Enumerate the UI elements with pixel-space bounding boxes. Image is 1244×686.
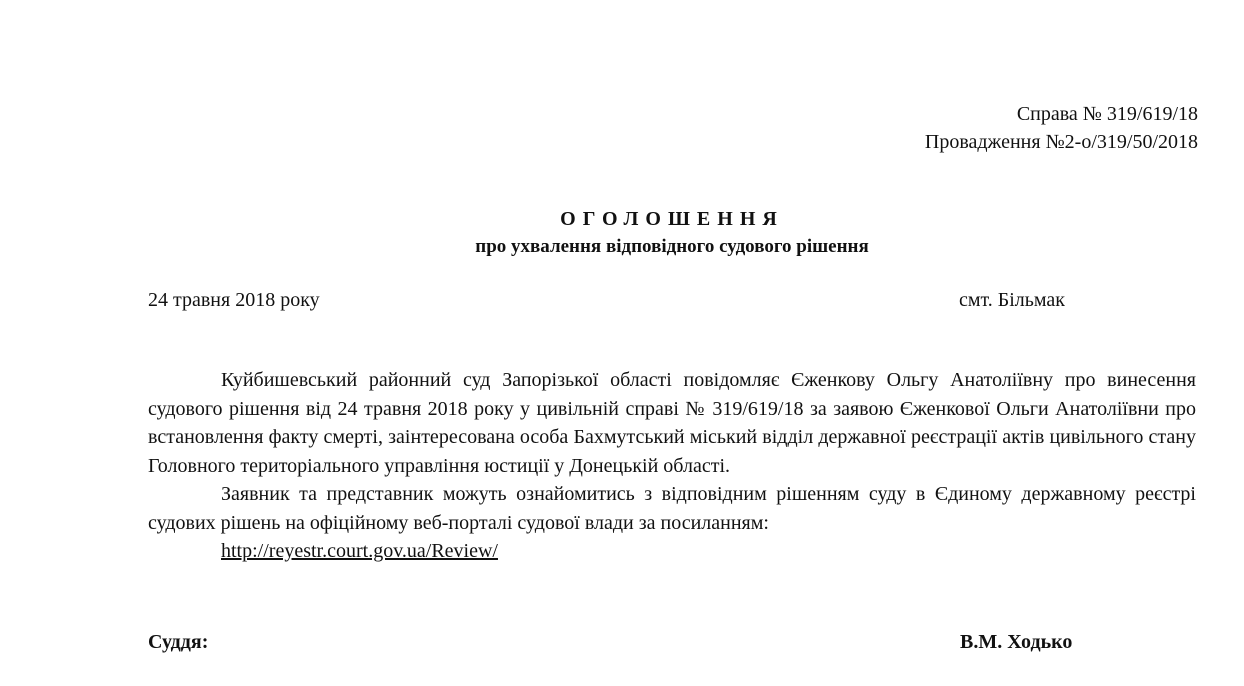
document-date: 24 травня 2018 року	[148, 289, 320, 311]
proceeding-number: Провадження №2-о/319/50/2018	[924, 131, 1198, 153]
document-place: смт. Більмак	[959, 289, 1066, 311]
body-paragraph-1: Куйбишевський районний суд Запорізької області повідомляє Єженкову Ольгу Анатоліївну про винесення судового рішення від 24 травня 2018 року у цивільній справі № 319/619/18 за заявою Єженкової Ольги Анатоліївни про встановлення факту смерті, заінтересована особа Бахмутський міський відділ державної реєстрації актів цивільного стану Головного територіального управління юстиції у Донецькій області.	[148, 369, 1196, 477]
document-title: ОГОЛОШЕННЯ	[560, 208, 784, 230]
body-paragraph-2: Заявник та представник можуть ознайомитись з відповідним рішенням суду в Єдиному державному реєстрі судових рішень на офіційному веб-порталі судової влади за посиланням:	[148, 483, 1196, 534]
document-subtitle: про ухвалення відповідного судового рішення	[475, 236, 869, 257]
judge-name: В.М. Ходько	[960, 631, 1073, 653]
case-number: Справа № 319/619/18	[1016, 103, 1198, 125]
announcement-body	[148, 366, 1196, 566]
case-reference	[925, 100, 1198, 156]
judge-label: Суддя:	[148, 631, 209, 653]
registry-link[interactable]: http://reyestr.court.gov.ua/Review/	[221, 540, 498, 562]
